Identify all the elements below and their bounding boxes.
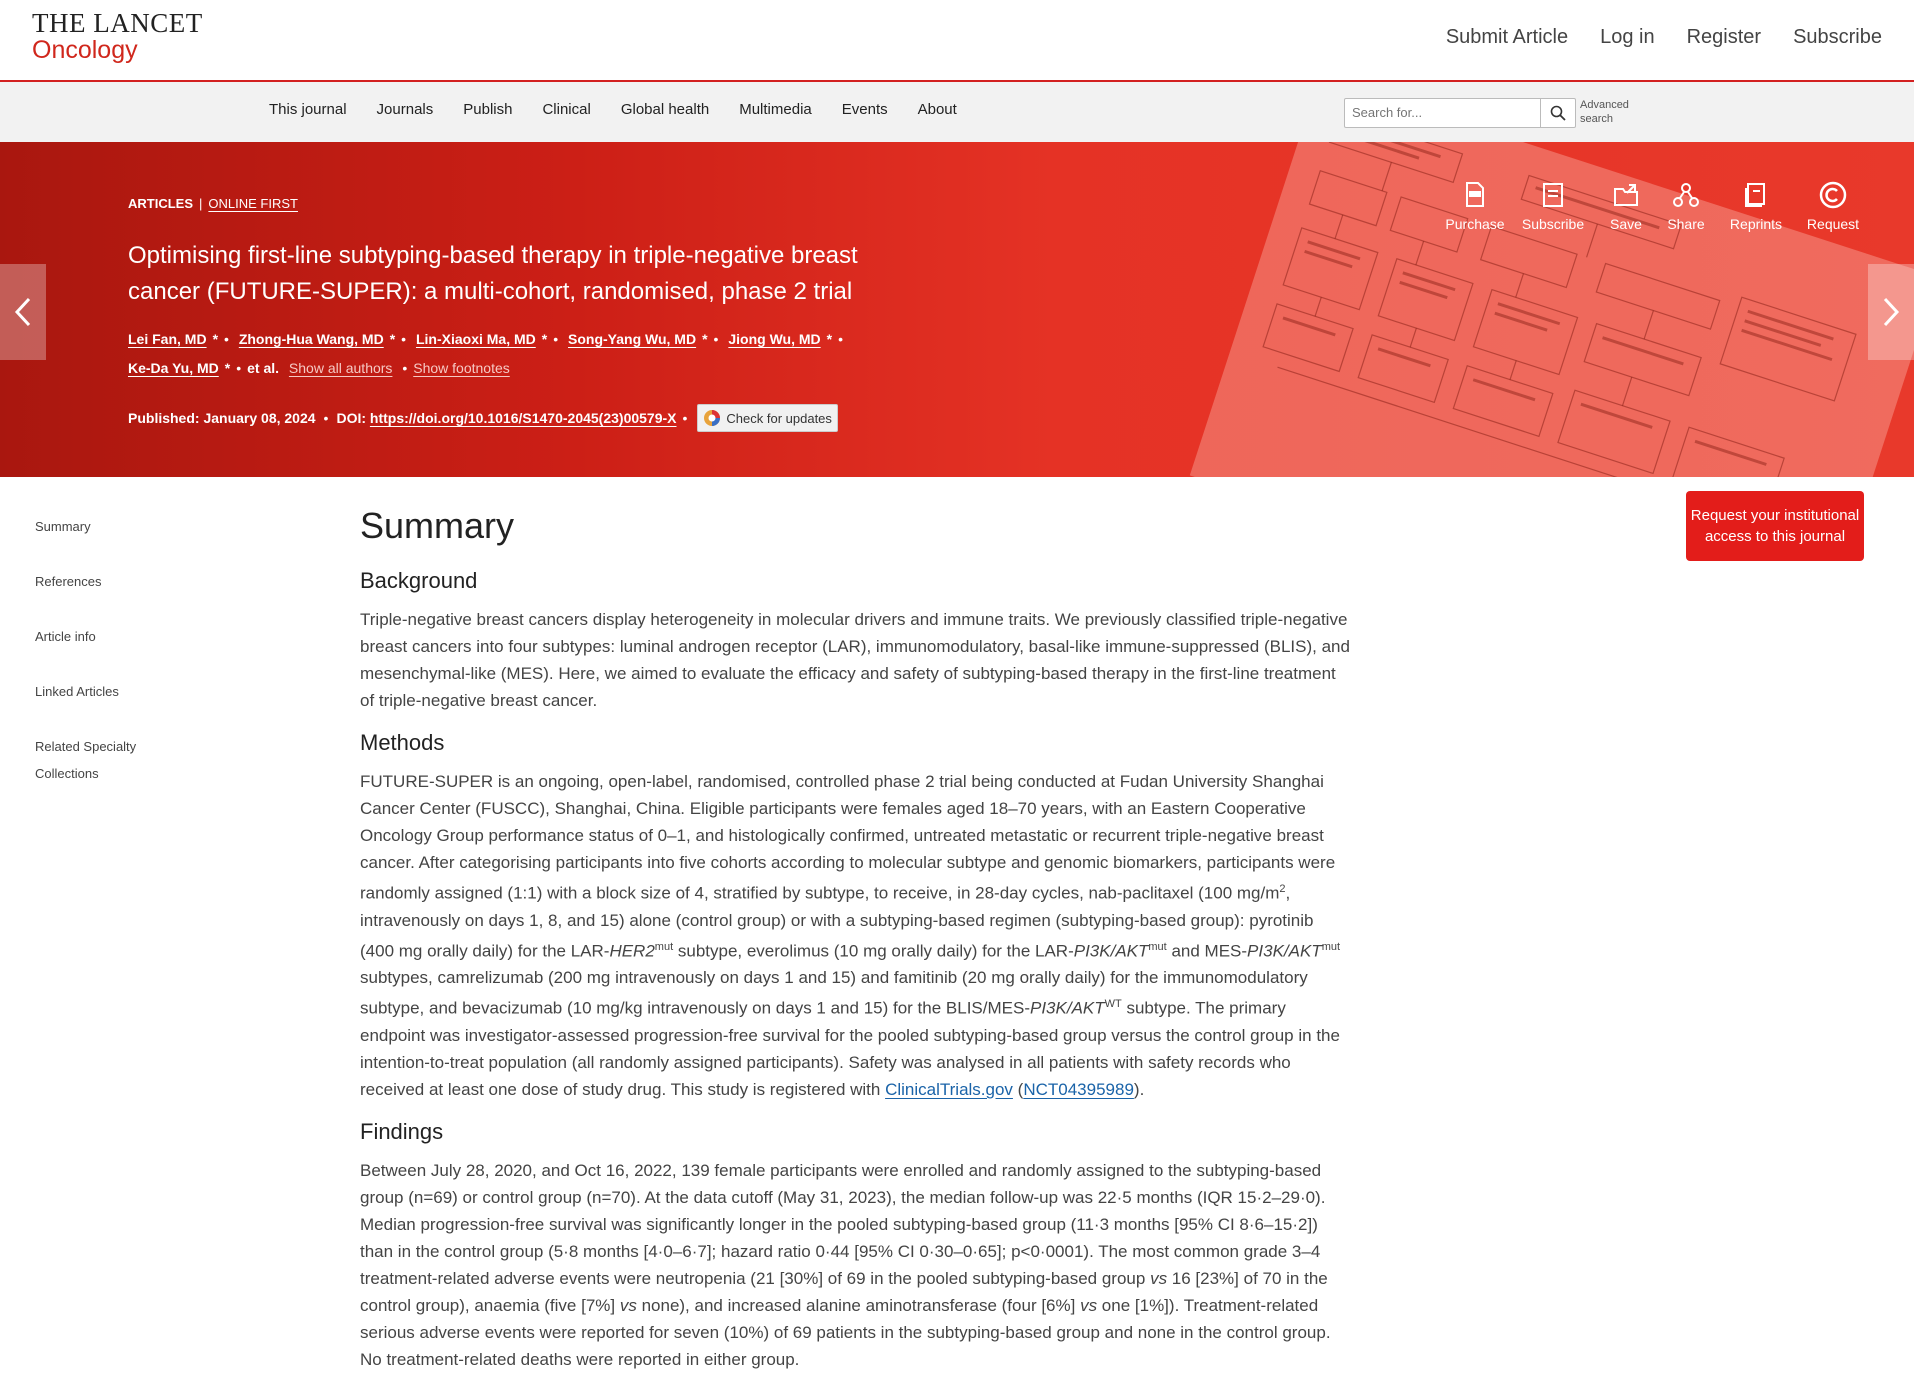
methods-paragraph: FUTURE-SUPER is an ongoing, open-label, randomised, controlled phase 2 trial being conducted at Fudan University Shanghai Cancer Center (FUSCC), Shanghai, China. Eligible participants were females aged 18–70 years, with an Eastern Cooperative Oncology Group performance status of 0–1, and histologically confirmed, untreated metastatic or recurrent triple-negative breast cancer. After categorising participants into five cohorts according to molecular subtype and genomic biomarkers, participants were randomly assigned (1:1) with a block size of 4, stratified by subtype, to receive, in 28-day cycles, nab-paclitaxel (100 $mg/m^2$, intravenously on days 1, 8, and 15) alone (control group) or with a subtyping-based regimen (subtyping-based group): pyrotinib (400 mg orally daily) for the LAR-$HER2^{mut}$ subtype, everolimus (10 mg orally daily) for the LAR-$PI3K/AKT^{mut}$ and MES-$PI3K/AKT^{mut}$ subtypes, camrelizumab (200 mg intravenously on days 1 and 15) and famitinib (20 mg orally daily) for the immunomodulatory subtype, and bevacizumab (10 mg/kg intravenously on days 1 and 15) for the BLIS/$MES-PI3K/AKT^{WT}$ subtype. The primary endpoint was investigator-assessed progression-free survival for the pooled subtyping-based group versus the control group in the intention-to-treat population (all randomly assigned participants). Safety was analysed in all patients with safety records who received at least one dose of study drug. This study is registered with ClinicalTrials.gov (NCT04395989).	[360, 772, 1341, 1099]
nav-events[interactable]: Events	[841, 101, 888, 118]
previous-article-button[interactable]	[0, 264, 46, 360]
subscribe-tool-button[interactable]	[1510, 180, 1596, 232]
findings-heading: Findings	[360, 1118, 444, 1144]
article-hero	[0, 142, 1914, 477]
check-for-updates-button[interactable]	[697, 404, 838, 432]
subscription-icon	[1542, 182, 1564, 208]
article-summary	[360, 500, 1350, 1385]
article-type: ARTICLES | ONLINE FIRST	[128, 196, 298, 211]
author-footnote-mark[interactable]: *	[702, 331, 708, 347]
purchase-button[interactable]	[1440, 180, 1510, 232]
author-separator: •	[553, 331, 559, 347]
author-separator: •	[402, 360, 408, 376]
italic-vs: vs	[619, 1295, 637, 1315]
submit-article-link[interactable]: Submit Article	[1445, 26, 1569, 48]
save-label: Save	[1610, 216, 1642, 232]
author-link[interactable]: Jiong Wu, MD	[728, 331, 821, 347]
article-section-label: ARTICLES	[128, 196, 193, 211]
published-date: January 08, 2024	[203, 410, 316, 426]
nct-registry-link[interactable]: NCT04395989	[1023, 1079, 1134, 1099]
findings-paragraph	[360, 1157, 1350, 1373]
author-footnote-mark[interactable]: *	[224, 360, 231, 376]
methods-text: subtype. The primary endpoint was investigator-assessed progression-free survival for the pooled subtyping-based group versus the control group in the intention-to-treat population (all randomly assigned participants). Safety was analysed in all patients with safety records who received at least one dose of study drug. This study is registered with	[360, 998, 1340, 1099]
doi-label: DOI:	[336, 410, 367, 426]
reprints-icon	[1744, 182, 1768, 208]
background-paragraph: Triple-negative breast cancers display heterogeneity in molecular drivers and immune traits. We previously classified triple-negative breast cancers into four subtypes: luminal androgen receptor (LAR), immunomodulatory, basal-like immune-suppressed (BLIS), and mesenchymal-like (MES). Here, we aimed to evaluate the efficacy and safety of subtyping-based therapy in the first-line treatment of triple-negative breast cancer.	[360, 610, 1350, 710]
author-link[interactable]: Lei Fan, MD	[128, 331, 207, 347]
online-first-link[interactable]: ONLINE FIRST	[208, 196, 298, 211]
italic-vs: vs	[1080, 1295, 1098, 1315]
author-footnote-mark[interactable]: *	[541, 331, 548, 347]
journal-logo[interactable]: THE LANCET	[32, 8, 203, 38]
subscribe-link[interactable]: Subscribe	[1793, 26, 1882, 48]
check-for-updates-label: Check for updates	[726, 410, 832, 426]
publication-info	[128, 404, 838, 432]
gene-name: PI3K/AKT	[1247, 941, 1322, 961]
search-button[interactable]	[1540, 99, 1575, 127]
superscript: mut	[1321, 940, 1341, 953]
save-folder-icon	[1613, 183, 1639, 207]
sidebar-item-references[interactable]: References	[35, 574, 102, 589]
nav-publish[interactable]: Publish	[463, 101, 513, 118]
show-all-authors-link[interactable]: Show all authors	[288, 360, 393, 376]
methods-text: subtypes, camrelizumab (200 mg intravenously on days 1 and 15) and famitinib (20 mg orally daily) for the immunomodulatory subtype, and bevacizumab (10 mg/kg intravenously on days 1 and 15) for the BLIS/MES-	[360, 968, 1308, 1018]
show-footnotes-link[interactable]: Show footnotes	[413, 360, 510, 376]
nav-clinical[interactable]: Clinical	[542, 101, 591, 118]
methods-text: FUTURE-SUPER is an ongoing, open-label, randomised, controlled phase 2 trial being conducted at Fudan University Shanghai Cancer Center (FUSCC), Shanghai, China. Eligible participants were females aged 18–70 years, with an Eastern Cooperative Oncology Group performance status of 0–1, and histologically confirmed, untreated metastatic or recurrent triple-negative breast cancer. After categorising participants into five cohorts according to molecular subtype and genomic biomarkers, participants were randomly assigned (1:1) with a block size of 4, stratified by subtype, to receive, in 28-day cycles, nab-paclitaxel (100 mg/m	[360, 772, 1336, 903]
chevron-right-icon	[1881, 296, 1901, 328]
nav-multimedia[interactable]: Multimedia	[739, 101, 812, 118]
author-footnote-mark[interactable]: *	[389, 331, 396, 347]
reprints-button[interactable]	[1716, 180, 1796, 232]
share-icon	[1672, 182, 1700, 208]
published-label: Published:	[128, 410, 200, 426]
et-al-label: et al.	[247, 360, 280, 376]
chevron-left-icon	[13, 296, 33, 328]
clinicaltrials-link[interactable]: ClinicalTrials.gov	[885, 1079, 1013, 1099]
gene-name: HER2	[609, 941, 655, 961]
pub-separator: •	[323, 410, 329, 426]
article-title: Optimising first-line subtyping-based therapy in triple-negative breast cancer (FUTURE-SUPER): a multi-cohort, randomised, phase 2 trial	[128, 242, 858, 305]
sidebar-item-related-specialty-collections[interactable]: Related Specialty Collections	[35, 739, 137, 781]
methods-text: , intravenously on days 1, 8, and 15) alone (control group) or with a subtyping-based regimen (subtyping-based group): pyrotinib (400 mg orally daily) for the LAR-	[360, 883, 1314, 961]
methods-text: and MES-	[1166, 941, 1248, 961]
top-links	[1446, 26, 1882, 49]
methods-heading: Methods	[360, 730, 445, 755]
findings-text: Between July 28, 2020, and Oct 16, 2022, 139 female participants were enrolled and randomly assigned to the subtyping-based group (n=69) or control group (n=70). At the data cutoff (May 31, 2023), the median follow-up was 22·5 months (IQR 15·2–29·0). Median progression-free survival was significantly longer in the pooled subtyping-based group (11·3 months [95% CI 8·6–15·2]) than in the control group (5·8 months [4·0–6·7]; hazard ratio 0·44 [95% CI 0·30–0·65]; p<0·0001). The most common grade 3–4 treatment-related adverse events were neutropenia (21 [30%] of 69 in the pooled subtyping-based group	[360, 1160, 1326, 1288]
register-link[interactable]: Register	[1686, 26, 1762, 48]
crossmark-icon	[703, 409, 721, 427]
author-link[interactable]: Zhong-Hua Wang, MD	[238, 331, 384, 347]
author-footnote-mark[interactable]: *	[212, 331, 219, 347]
gene-name: PI3K/AKT	[1073, 941, 1149, 961]
findings-text: one [1%]). Treatment-related serious adverse events were reported for seven (10%) of 69 patients in the subtyping-based group and none in the control group. No treatment-related deaths were reported in either group.	[360, 1295, 1331, 1369]
sidebar-item-article-info[interactable]: Article info	[35, 629, 96, 644]
nav-this-journal[interactable]: This journal	[269, 101, 347, 118]
findings-text: 16 [23%] of 70 in the control group), anaemia (five [7%]	[360, 1268, 1328, 1315]
author-link[interactable]: Song-Yang Wu, MD	[568, 331, 697, 347]
nav-global-health[interactable]: Global health	[620, 101, 710, 118]
pdf-icon	[1464, 182, 1486, 208]
summary-heading: Summary	[360, 505, 515, 546]
author-list	[128, 325, 888, 383]
share-label: Share	[1667, 216, 1705, 232]
methods-text: subtype, everolimus (10 mg orally daily) for the LAR-	[673, 941, 1074, 961]
author-separator: •	[713, 331, 719, 347]
background-heading: Background	[360, 568, 478, 593]
share-button[interactable]	[1656, 180, 1716, 232]
journal-logo-subtitle[interactable]: Oncology	[32, 36, 138, 64]
sidebar-item-summary[interactable]: Summary	[35, 519, 91, 534]
request-permissions-button[interactable]	[1796, 180, 1870, 232]
nav-journals[interactable]: Journals	[376, 101, 434, 118]
search-icon	[1550, 105, 1566, 121]
superscript: mut	[654, 940, 674, 953]
save-button[interactable]	[1596, 180, 1656, 232]
author-link[interactable]: Lin-Xiaoxi Ma, MD	[415, 331, 536, 347]
purchase-label: Purchase	[1445, 216, 1505, 232]
author-separator: •	[401, 331, 407, 347]
nav-about[interactable]: About	[917, 101, 957, 118]
author-separator: •	[236, 360, 242, 376]
subscribe-tool-label: Subscribe	[1521, 216, 1585, 232]
top-header	[0, 0, 1914, 82]
sidebar-item-linked-articles[interactable]: Linked Articles	[35, 684, 119, 699]
italic-vs: vs	[1150, 1268, 1168, 1288]
superscript: 2	[1279, 883, 1286, 895]
findings-text: none), and increased alanine aminotransferase (four [6%]	[636, 1295, 1081, 1315]
author-footnote-mark[interactable]: *	[826, 331, 833, 347]
author-separator: •	[838, 331, 843, 347]
superscript: WT	[1104, 998, 1122, 1011]
copyright-icon	[1819, 181, 1847, 209]
pub-separator: •	[682, 410, 688, 426]
search-input[interactable]	[1345, 99, 1539, 125]
author-separator: •	[224, 331, 229, 347]
reprints-label: Reprints	[1729, 216, 1783, 232]
request-label: Request	[1806, 216, 1860, 232]
author-link[interactable]: Ke-Da Yu, MD	[128, 360, 219, 376]
log-in-link[interactable]: Log in	[1600, 26, 1655, 48]
advanced-search-link[interactable]: Advanced search	[1580, 99, 1629, 125]
article-tools	[1440, 180, 1870, 232]
main-nav	[0, 82, 1914, 142]
search-box	[1344, 98, 1576, 128]
next-article-button[interactable]	[1868, 264, 1914, 360]
doi-link[interactable]: https://doi.org/10.1016/S1470-2045(23)00579-X	[369, 410, 677, 426]
article-sidebar-nav	[35, 513, 145, 815]
superscript: mut	[1148, 940, 1167, 953]
institutional-access-button[interactable]: Request your institutional access to this journal	[1686, 491, 1864, 561]
gene-name: PI3K/AKT	[1029, 998, 1105, 1018]
